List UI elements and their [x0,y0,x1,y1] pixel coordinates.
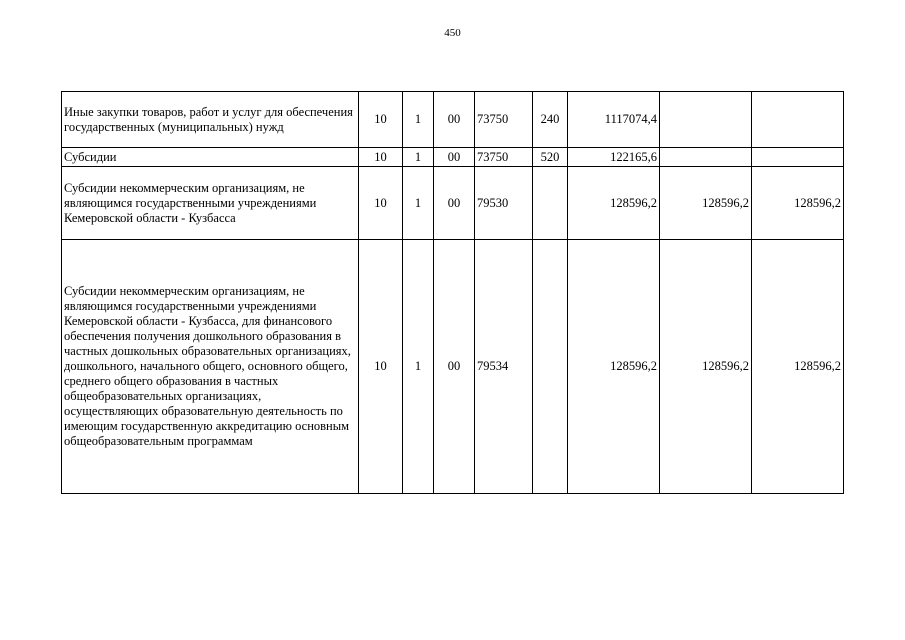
row-name: Субсидии некоммерческим организациям, не являющимся государственными учреждениями Кемеровской области - Кузбасса, для финансового обеспечения получения дошкольного образования в частных дошкольных образовательных организациях, дошкольного, начального общего, основного общего, среднего общего образования в частных общеобразовательных организациях, осуществляющих образовательную деятельность по имеющим государственную аккредитацию основным общеобразовательным программам [62,240,359,494]
budget-table [61,91,844,494]
expense-type-code: 240 [533,92,568,148]
subsection-code: 1 [403,240,434,494]
amount-year-2 [660,148,752,167]
amount-year-1: 122165,6 [568,148,660,167]
amount-year-3 [752,148,844,167]
table-row [62,148,844,167]
program-code: 00 [434,148,475,167]
subsection-code: 1 [403,167,434,240]
expense-type-code: 520 [533,148,568,167]
target-item-code: 79530 [475,167,533,240]
target-item-code: 73750 [475,92,533,148]
amount-year-2: 128596,2 [660,167,752,240]
expense-type-code [533,167,568,240]
program-code: 00 [434,240,475,494]
table-row [62,240,844,494]
section-code: 10 [359,167,403,240]
page-number: 450 [444,27,461,39]
row-name: Субсидии [62,148,359,167]
section-code: 10 [359,92,403,148]
table-row [62,167,844,240]
amount-year-2 [660,92,752,148]
section-code: 10 [359,240,403,494]
subsection-code: 1 [403,148,434,167]
table-row [62,92,844,148]
program-code: 00 [434,167,475,240]
row-name: Иные закупки товаров, работ и услуг для обеспечения государственных (муниципальных) нужд [62,92,359,148]
target-item-code: 73750 [475,148,533,167]
section-code: 10 [359,148,403,167]
amount-year-3 [752,92,844,148]
amount-year-3: 128596,2 [752,240,844,494]
program-code: 00 [434,92,475,148]
subsection-code: 1 [403,92,434,148]
amount-year-2: 128596,2 [660,240,752,494]
expense-type-code [533,240,568,494]
amount-year-1: 128596,2 [568,240,660,494]
amount-year-1: 128596,2 [568,167,660,240]
target-item-code: 79534 [475,240,533,494]
amount-year-3: 128596,2 [752,167,844,240]
row-name: Субсидии некоммерческим организациям, не являющимся государственными учреждениями Кемеровской области - Кузбасса [62,167,359,240]
amount-year-1: 1117074,4 [568,92,660,148]
